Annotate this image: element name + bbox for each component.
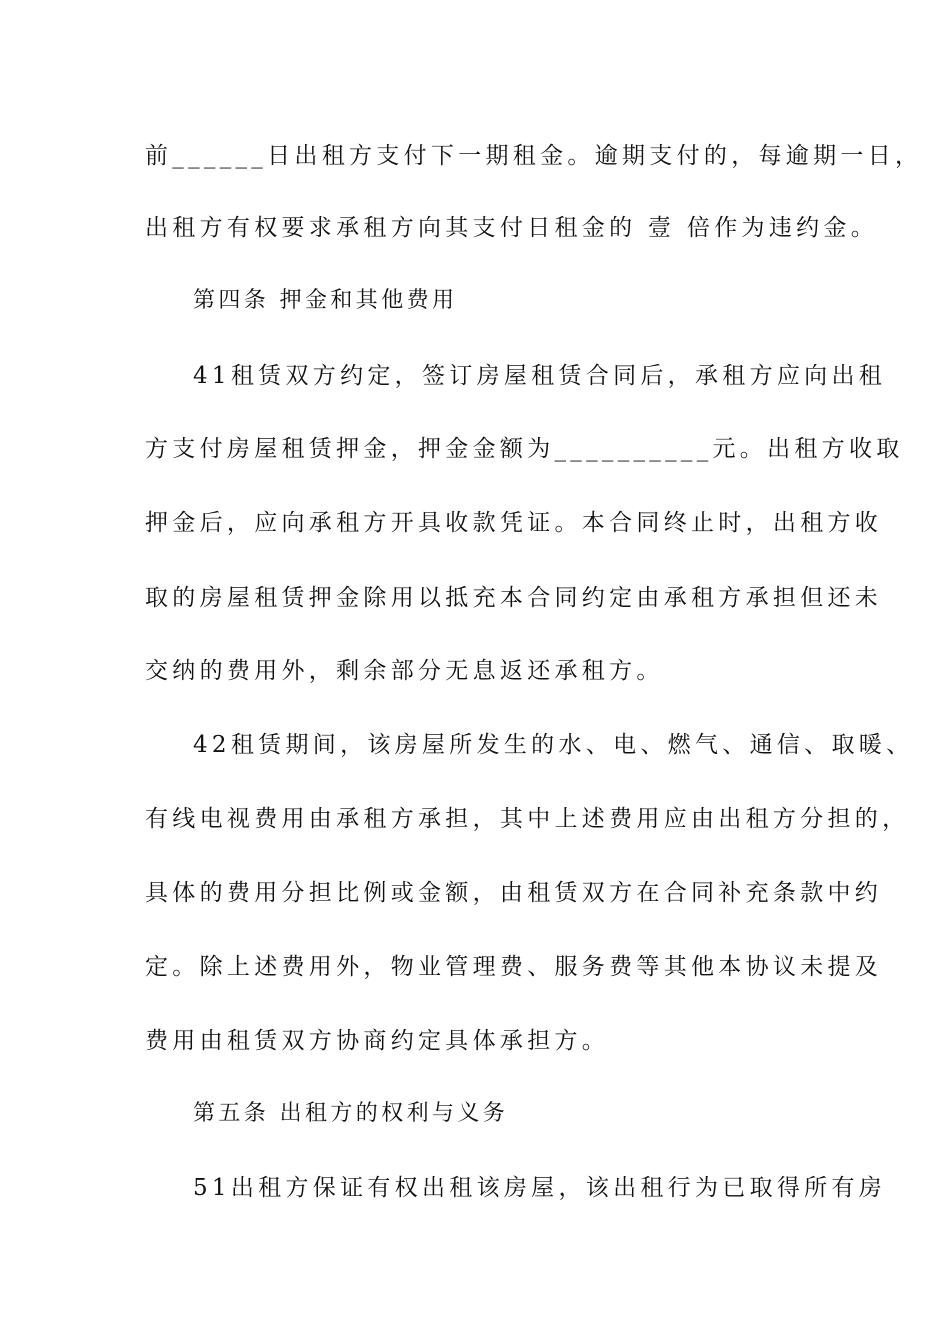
clause-4-2-first-line: 42租赁期间，该房屋所发生的水、电、燃气、通信、取暖、 xyxy=(193,732,914,758)
clause-5-1-first-line: 51出租方保证有权出租该房屋，该出租行为已取得所有房 xyxy=(193,1175,887,1201)
paragraph-line: 交纳的费用外，剩余部分无息返还承租方。 xyxy=(145,658,664,684)
paragraph-line: 取的房屋租赁押金除用以抵充本合同约定由承租方承担但还未 xyxy=(145,585,883,611)
clause-4-1-first-line: 41租赁双方约定，签订房屋租赁合同后，承租方应向出租 xyxy=(193,363,887,389)
paragraph-line: 前______日出租方支付下一期租金。逾期支付的，每逾期一日， xyxy=(145,143,923,169)
section-heading-article-5: 第五条 出租方的权利与义务 xyxy=(193,1101,509,1126)
paragraph-line: 出租方有权要求承租方向其支付日租金的 壹 倍作为违约金。 xyxy=(145,215,879,241)
paragraph-line: 有线电视费用由承租方承担，其中上述费用应由出租方分担的， xyxy=(145,806,910,832)
section-heading-article-4: 第四条 押金和其他费用 xyxy=(193,288,458,313)
paragraph-line: 具体的费用分担比例或金额，由租赁双方在合同补充条款中约 xyxy=(145,880,883,906)
paragraph-line: 费用由租赁双方协商约定具体承担方。 xyxy=(145,1028,610,1054)
paragraph-line: 方支付房屋租赁押金，押金金额为__________元。出租方收取 xyxy=(145,436,904,462)
paragraph-line: 定。除上述费用外，物业管理费、服务费等其他本协议未提及 xyxy=(145,954,883,980)
paragraph-line: 押金后，应向承租方开具收款凭证。本合同终止时，出租方收 xyxy=(145,510,883,536)
